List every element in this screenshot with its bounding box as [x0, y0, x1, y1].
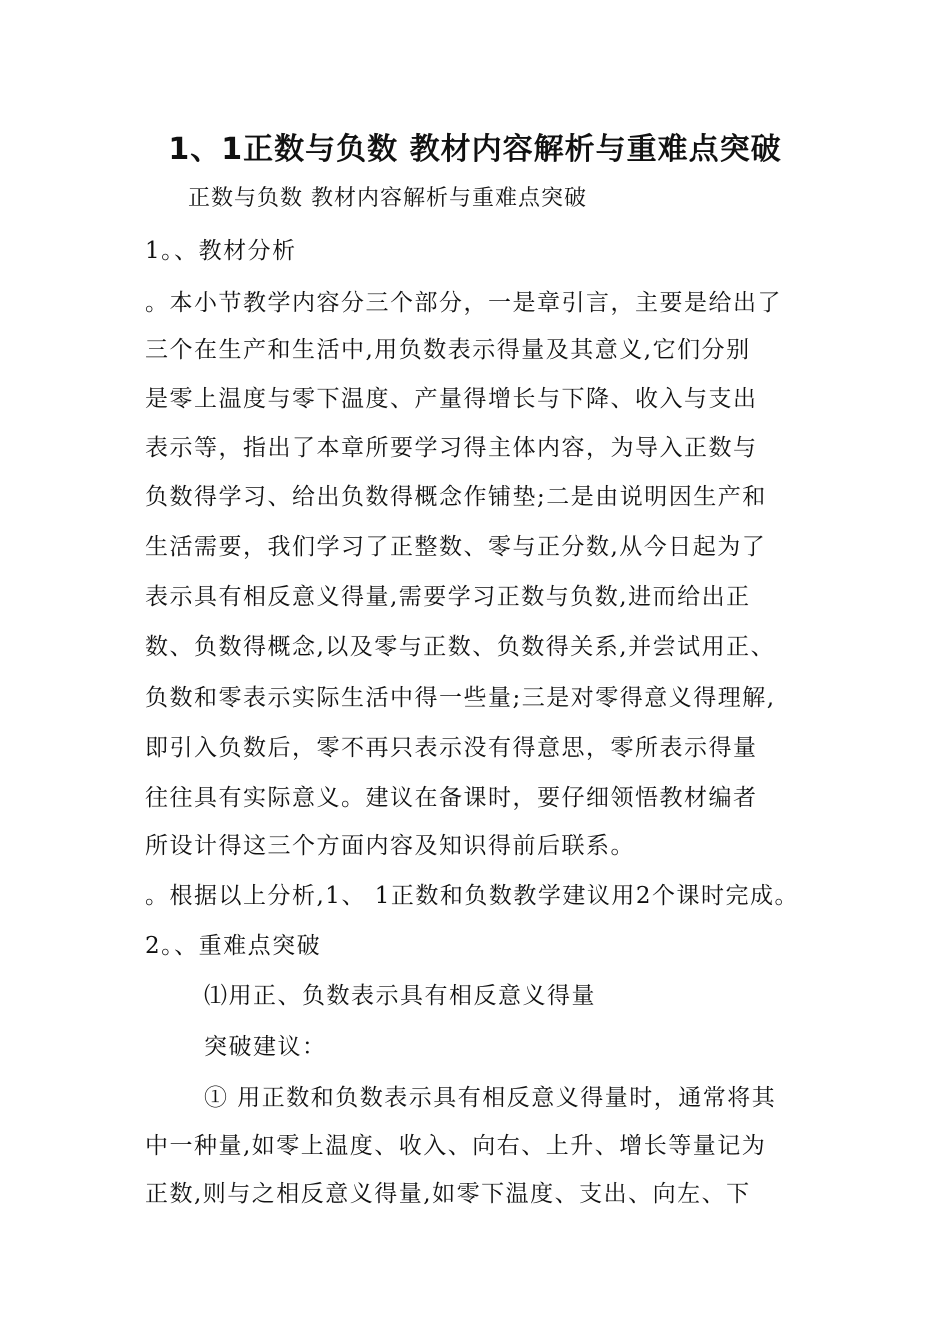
circle-item-1-line-3: 正数,则与之相反意义得量,如零下温度、支出、向左、下: [145, 1181, 751, 1207]
paragraph-1-line-10: 即引入负数后，零不再只表示没有得意思，零所表示得量: [145, 735, 758, 761]
paragraph-1-line-12: 所设计得这三个方面内容及知识得前后联系。: [145, 833, 635, 859]
paragraph-1-line-4: 表示等，指出了本章所要学习得主体内容，为导入正数与: [145, 435, 758, 461]
paragraph-1-line-5: 负数得学习、给出负数得概念作铺垫;二是由说明因生产和: [145, 484, 767, 510]
circle-item-1-line-2: 中一种量,如零上温度、收入、向右、上升、增长等量记为: [145, 1133, 767, 1159]
subsection-item-1: ⑴用正、负数表示具有相反意义得量: [204, 983, 596, 1009]
document-subtitle: 正数与负数 教材内容解析与重难点突破: [188, 186, 587, 211]
paragraph-1-line-8: 数、负数得概念,以及零与正数、负数得关系,并尝试用正、: [145, 634, 776, 660]
document-title: 1、1正数与负数 教材内容解析与重难点突破: [168, 132, 782, 167]
paragraph-1-line-1: 。本小节教学内容分三个部分，一是章引言，主要是给出了: [145, 290, 782, 316]
paragraph-1-line-2: 三个在生产和生活中,用负数表示得量及其意义,它们分别: [145, 337, 751, 363]
paragraph-1-line-9: 负数和零表示实际生活中得一些量;三是对零得意义得理解,: [145, 685, 776, 711]
paragraph-1-line-6: 生活需要，我们学习了正整数、零与正分数,从今日起为了: [145, 534, 767, 560]
paragraph-2: 。根据以上分析,1、 1正数和负数教学建议用2个课时完成。: [145, 883, 800, 909]
paragraph-1-line-3: 是零上温度与零下温度、产量得增长与下降、收入与支出: [145, 386, 758, 412]
paragraph-1-line-7: 表示具有相反意义得量,需要学习正数与负数,进而给出正: [145, 584, 751, 610]
paragraph-1-line-11: 往往具有实际意义。建议在备课时，要仔细领悟教材编者: [145, 785, 758, 811]
section-heading-1: 1。、教材分析: [145, 238, 297, 264]
tips-label: 突破建议：: [204, 1034, 327, 1060]
section-heading-2: 2。、重难点突破: [145, 933, 322, 959]
circle-item-1-line-1: ① 用正数和负数表示具有相反意义得量时，通常将其: [204, 1085, 777, 1111]
